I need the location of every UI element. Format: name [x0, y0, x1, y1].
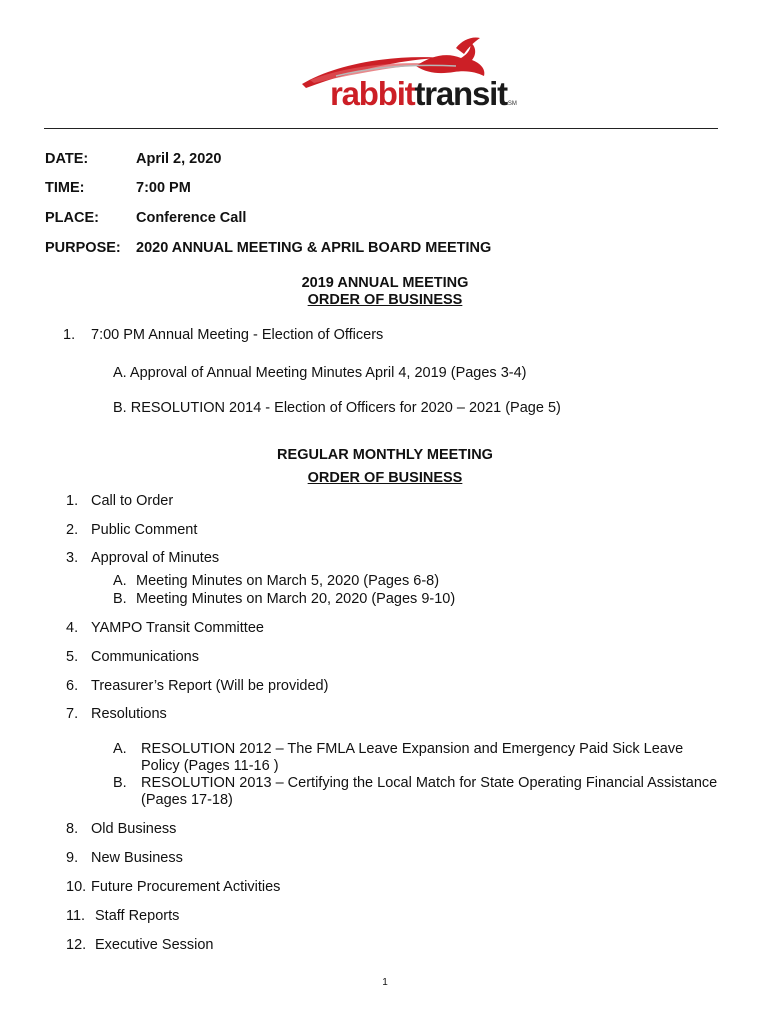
rabbittransit-logo [296, 36, 521, 114]
date-row [45, 151, 222, 167]
date-label: DATE: [45, 151, 89, 167]
header-divider [44, 128, 718, 129]
date-value: April 2, 2020 [136, 151, 222, 167]
time-value: 7:00 PM [136, 180, 191, 196]
annual-meeting-title: 2019 ANNUAL MEETING [301, 275, 469, 291]
purpose-value: 2020 ANNUAL MEETING & APRIL BOARD MEETING [136, 240, 492, 256]
annual-order-heading: ORDER OF BUSINESS [307, 292, 463, 308]
regular-order-heading: ORDER OF BUSINESS [307, 470, 463, 486]
logo-wordmark: rabbittransitSM [330, 75, 517, 112]
time-label: TIME: [45, 180, 85, 196]
annual-sub-a: A. Approval of Annual Meeting Minutes April 4, 2019 (Pages 3-4) [113, 365, 527, 381]
time-row [45, 180, 191, 196]
purpose-label: PURPOSE: [45, 240, 121, 256]
place-label: PLACE: [45, 210, 99, 226]
place-row [45, 210, 247, 226]
document-page: rabbittransitSM DATE: April 2, 2020 TIME: 7:00 PM PLACE: Conference Call PURPOSE: 2020 ANNUAL MEETING & APRIL BOARD MEETING 2019 ANNUAL MEETING ORDER OF BUSINESS 1. 7:00 PM Annual Meeting - Election of Officers A. Approval of Annual Meeting Minutes April 4, 2019 (Pages 3-4) B. RESOLUTION 2014 - Election of Officers for 2020 – 2021 (Page 5) REGULAR MONTHLY MEETING ORDER OF BUSINESS 1. Call to Order 2. Public Comment 3. Approval of Minutes A. Meeting Minutes on March 5, 2020 (Pages 6-8) B. Meeting Minutes on March 20, 2020 (Pages 9-10) 4. YAMPO Transit Committee 5. Communications 6. Treasurer’s Report (Will be provided) 7. Resolutions A. RESOLUTION 2012 – The FMLA Leave Expansion and Emergency Paid Sick Leave Policy (Pages 11-16 ) B. RESOLUTION 2013 – Certifying the Local Match for State Operating Financial Assistance (Pages 17-18) 8. Old Business 9. New Business 10. Future Procurement Activities 11. Staff Reports 12. Executive Session 1 [0, 0, 770, 1024]
page-number: 1 [382, 977, 388, 988]
purpose-row [45, 240, 492, 256]
regular-meeting-title: REGULAR MONTHLY MEETING [277, 447, 493, 463]
place-value: Conference Call [136, 210, 247, 226]
annual-sub-b: B. RESOLUTION 2014 - Election of Officers for 2020 – 2021 (Page 5) [113, 400, 561, 416]
